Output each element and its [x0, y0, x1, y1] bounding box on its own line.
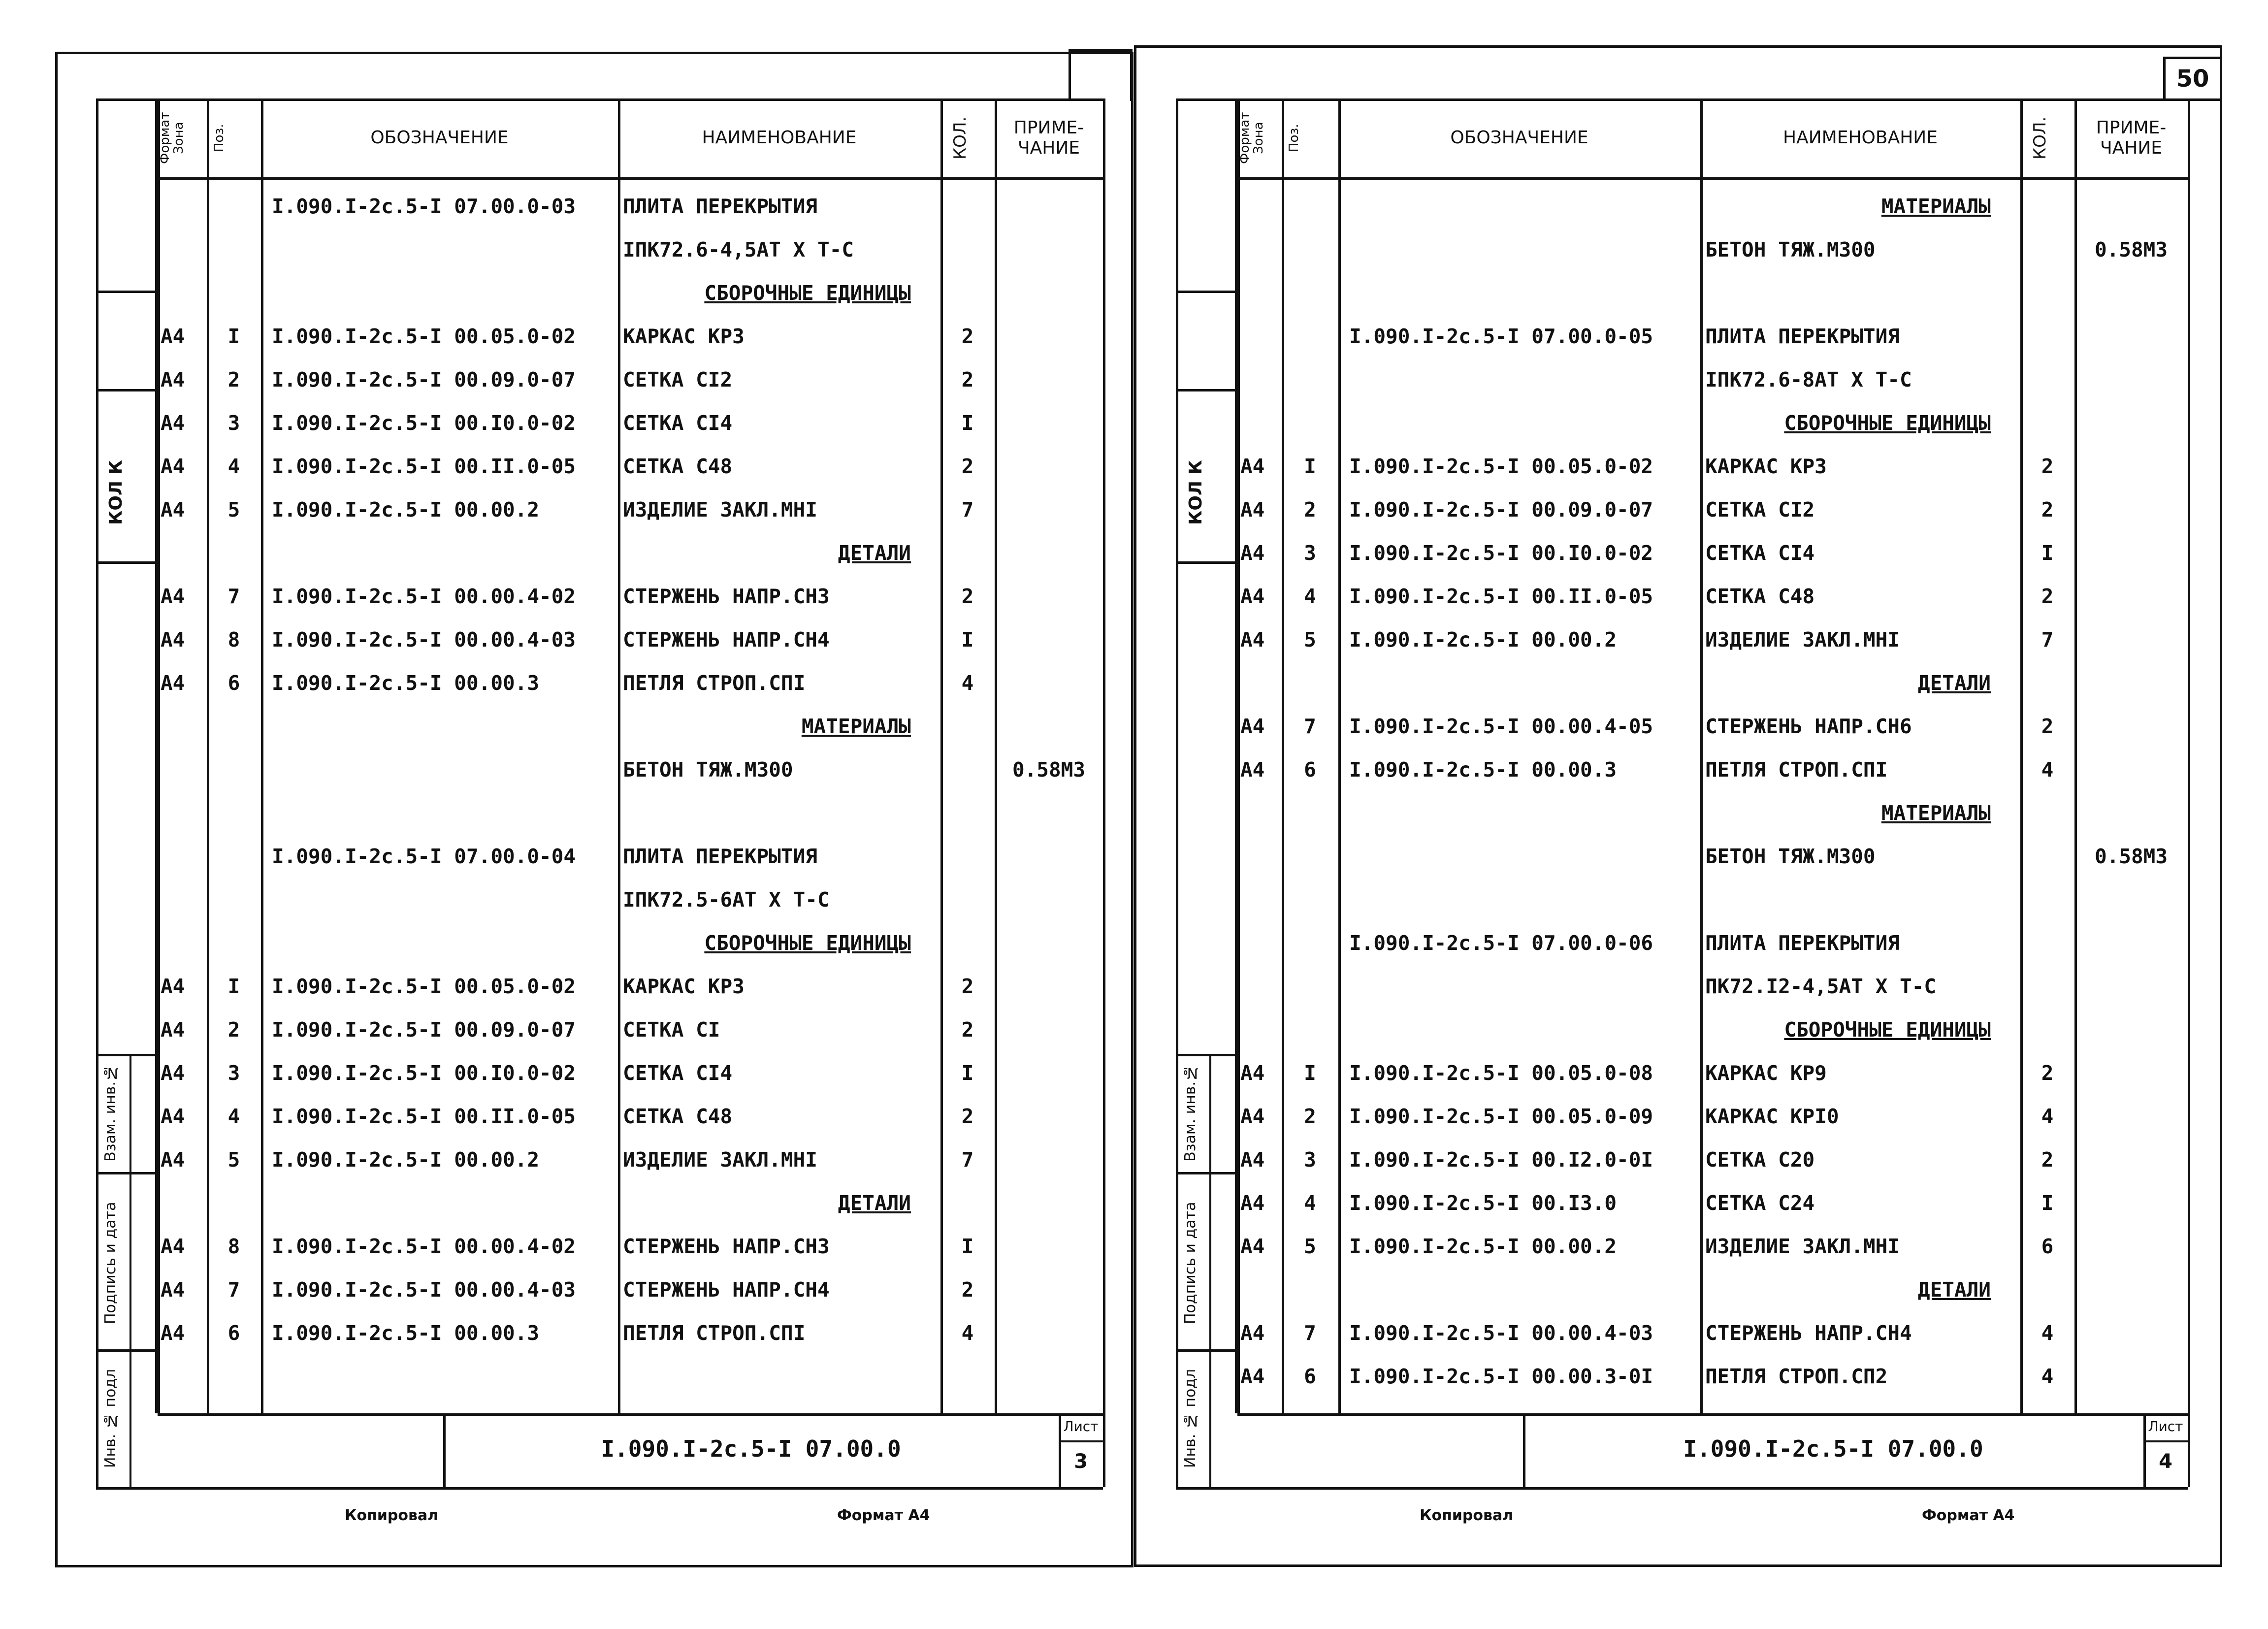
header-designation: ОБОЗНАЧЕНИЕ — [1450, 128, 1588, 148]
row-pos: I — [1304, 1061, 1316, 1085]
row-pos: I — [227, 325, 240, 348]
row-name: СЕТКА СI2 — [1705, 498, 1815, 521]
row-pos: 5 — [1304, 1235, 1316, 1258]
row-name: КАРКАС КРI0 — [1705, 1105, 1839, 1128]
row-pos: 6 — [227, 1321, 240, 1345]
header-qty: КОЛ. — [950, 116, 970, 160]
row-name: КАРКАС КР3 — [623, 325, 745, 348]
row-name: ПЕТЛЯ СТРОП.СПI — [1705, 758, 1888, 782]
row-designation: I.090.I-2c.5-I 00.I0.0-02 — [1349, 541, 1653, 565]
row-pos: 4 — [227, 455, 240, 478]
label-inv-podl: Инв. № подл — [1182, 1368, 1199, 1468]
row-name: БЕТОН ТЯЖ.М300 — [1705, 238, 1876, 261]
section-heading: МАТЕРИАЛЫ — [801, 715, 911, 738]
row-designation: I.090.I-2c.5-I 00.00.4-03 — [272, 628, 576, 652]
header-zone: Зона — [1251, 122, 1266, 154]
column-line — [1282, 98, 1284, 1413]
doc-number: I.090.I-2c.5-I 07.00.0 — [1683, 1435, 1983, 1462]
row-designation: I.090.I-2c.5-I 00.00.3 — [272, 1321, 540, 1345]
row-designation: I.090.I-2c.5-I 00.00.2 — [272, 498, 540, 521]
header-name: НАИМЕНОВАНИЕ — [702, 128, 857, 148]
row-format: А4 — [161, 1061, 185, 1085]
row-pos: 7 — [227, 1278, 240, 1302]
row-pos: I — [227, 975, 240, 998]
label-inv-vzam: Взам. инв.№ — [102, 1064, 119, 1162]
row-name: ПЛИТА ПЕРЕКРЫТИЯ — [1705, 325, 1900, 348]
title-block-bottom-line — [1176, 1487, 2188, 1490]
row-qty: 4 — [2041, 1105, 2054, 1128]
row-name: СТЕРЖЕНЬ НАПР.СН3 — [623, 585, 830, 608]
side-strip-inner-line — [1209, 1054, 1211, 1487]
header-note: ПРИМЕ- ЧАНИЕ — [2096, 117, 2167, 158]
row-format: А4 — [1240, 1321, 1265, 1345]
row-format: А4 — [161, 1235, 185, 1258]
row-qty: 4 — [961, 1321, 974, 1345]
row-name: СЕТКА С24 — [1705, 1191, 1815, 1215]
row-designation: I.090.I-2c.5-I 00.00.4-02 — [272, 1235, 576, 1258]
row-pos: 6 — [1304, 1365, 1316, 1388]
row-designation: I.090.I-2c.5-I 00.I2.0-0I — [1349, 1148, 1653, 1172]
right-table-line — [2188, 98, 2190, 1487]
column-line — [261, 98, 263, 1413]
row-qty: I — [2041, 1191, 2054, 1215]
side-strip-line — [1176, 1054, 1237, 1056]
row-name: БЕТОН ТЯЖ.М300 — [1705, 845, 1876, 868]
row-name: IПК72.6-8АТ Х Т-С — [1705, 368, 1912, 391]
row-format: А4 — [161, 1321, 185, 1345]
row-pos: 2 — [227, 368, 240, 391]
section-heading: СБОРОЧНЫЕ ЕДИНИЦЫ — [1784, 1018, 1991, 1042]
sheet-label: Лист — [2148, 1418, 2183, 1434]
row-designation: I.090.I-2c.5-I 00.00.3-0I — [1349, 1365, 1653, 1388]
row-name: СЕТКА СI4 — [623, 411, 733, 435]
row-format: А4 — [1240, 585, 1265, 608]
row-pos: 3 — [227, 1061, 240, 1085]
row-qty: 2 — [961, 975, 974, 998]
side-strip-inner-line — [130, 1054, 131, 1487]
row-qty: 2 — [2041, 715, 2054, 738]
row-qty: 2 — [961, 1105, 974, 1128]
row-pos: 2 — [1304, 498, 1316, 521]
right-table-line — [1103, 98, 1105, 1487]
row-pos: 3 — [1304, 1148, 1316, 1172]
row-qty: 2 — [961, 325, 974, 348]
row-designation: I.090.I-2c.5-I 00.05.0-02 — [272, 975, 576, 998]
row-name: ПЛИТА ПЕРЕКРЫТИЯ — [623, 195, 817, 218]
row-qty: 2 — [961, 1018, 974, 1042]
row-name: ПЕТЛЯ СТРОП.СП2 — [1705, 1365, 1888, 1388]
column-line — [2020, 98, 2023, 1413]
row-format: А4 — [161, 1105, 185, 1128]
row-format: А4 — [1240, 1191, 1265, 1215]
row-designation: I.090.I-2c.5-I 07.00.0-06 — [1349, 931, 1653, 955]
row-qty: 2 — [961, 455, 974, 478]
row-format: А4 — [161, 628, 185, 652]
row-format: А4 — [161, 671, 185, 695]
row-qty: 4 — [2041, 1321, 2054, 1345]
row-pos: 8 — [227, 1235, 240, 1258]
row-designation: I.090.I-2c.5-I 00.I0.0-02 — [272, 1061, 576, 1085]
row-designation: I.090.I-2c.5-I 07.00.0-04 — [272, 845, 576, 868]
row-pos: 5 — [227, 498, 240, 521]
row-designation: I.090.I-2c.5-I 00.00.3 — [272, 671, 540, 695]
section-heading: СБОРОЧНЫЕ ЕДИНИЦЫ — [704, 931, 911, 955]
footer-format: Формат А4 — [1922, 1507, 2015, 1524]
column-line — [940, 98, 943, 1413]
row-note: 0.58М3 — [2094, 845, 2168, 868]
row-name: КАРКАС КР3 — [623, 975, 745, 998]
row-format: А4 — [161, 975, 185, 998]
row-format: А4 — [161, 325, 185, 348]
row-qty: 7 — [961, 498, 974, 521]
row-format: А4 — [161, 368, 185, 391]
row-name: СЕТКА С20 — [1705, 1148, 1815, 1172]
row-qty: I — [961, 1061, 974, 1085]
sheet-number: 3 — [1074, 1450, 1088, 1473]
row-pos: 8 — [227, 628, 240, 652]
row-name: СЕТКА СI4 — [1705, 541, 1815, 565]
side-strip-line — [96, 1054, 158, 1056]
row-format: А4 — [161, 498, 185, 521]
row-qty: I — [2041, 541, 2054, 565]
right-sheet — [1134, 0, 2268, 1629]
header-pos: Поз. — [212, 124, 227, 152]
row-name: IПК72.5-6АТ Х Т-С — [623, 888, 830, 912]
row-name: СЕТКА СI — [623, 1018, 720, 1042]
label-inv-vzam: Взам. инв.№ — [1182, 1064, 1199, 1162]
column-line — [207, 98, 209, 1413]
doc-number: I.090.I-2c.5-I 07.00.0 — [601, 1435, 901, 1462]
row-name: КАРКАС КР9 — [1705, 1061, 1827, 1085]
row-format: А4 — [1240, 758, 1265, 782]
header-format: Формат — [158, 112, 172, 164]
row-name: БЕТОН ТЯЖ.М300 — [623, 758, 793, 782]
header-designation: ОБОЗНАЧЕНИЕ — [370, 128, 509, 148]
footer-format: Формат А4 — [837, 1507, 930, 1524]
title-block-top-line — [1237, 1413, 2188, 1416]
header-bottom-line — [1237, 177, 2188, 180]
row-pos: 5 — [227, 1148, 240, 1172]
row-note: 0.58М3 — [2094, 238, 2168, 261]
page-number: 50 — [2163, 57, 2222, 101]
label-sign-date: Подпись и дата — [102, 1202, 119, 1325]
row-name: СЕТКА СI4 — [623, 1061, 733, 1085]
row-format: А4 — [1240, 1365, 1265, 1388]
row-format: А4 — [1240, 1105, 1265, 1128]
sheet-label: Лист — [1063, 1418, 1099, 1434]
row-pos: 7 — [227, 585, 240, 608]
row-name: СЕТКА С48 — [1705, 585, 1815, 608]
row-format: А4 — [1240, 1148, 1265, 1172]
row-designation: I.090.I-2c.5-I 00.05.0-02 — [272, 325, 576, 348]
side-strip-line — [1176, 291, 1237, 293]
row-name: ИЗДЕЛИЕ ЗАКЛ.МНI — [1705, 1235, 1900, 1258]
label-inv-podl: Инв. № подл — [102, 1368, 119, 1468]
row-name: ИЗДЕЛИЕ ЗАКЛ.МНI — [1705, 628, 1900, 652]
row-format: А4 — [1240, 1235, 1265, 1258]
row-pos: 6 — [1304, 758, 1316, 782]
row-pos: 4 — [227, 1105, 240, 1128]
row-pos: 7 — [1304, 715, 1316, 738]
column-line — [1235, 98, 1237, 1413]
side-strip-line — [96, 389, 158, 391]
header-bottom-line — [158, 177, 1103, 180]
header-qty: КОЛ. — [2030, 116, 2050, 160]
row-format: А4 — [161, 411, 185, 435]
label-sign-date: Подпись и дата — [1182, 1202, 1199, 1325]
row-pos: 3 — [227, 411, 240, 435]
row-designation: I.090.I-2c.5-I 00.I3.0 — [1349, 1191, 1617, 1215]
row-name: ПЛИТА ПЕРЕКРЫТИЯ — [1705, 931, 1900, 955]
row-name: КАРКАС КР3 — [1705, 455, 1827, 478]
row-pos: 2 — [227, 1018, 240, 1042]
row-designation: I.090.I-2c.5-I 00.00.3 — [1349, 758, 1617, 782]
row-format: А4 — [161, 1278, 185, 1302]
row-qty: 7 — [2041, 628, 2054, 652]
row-qty: 2 — [2041, 585, 2054, 608]
header-note: ПРИМЕ- ЧАНИЕ — [1013, 117, 1084, 158]
side-strip-line — [1176, 1349, 1237, 1352]
row-designation: I.090.I-2c.5-I 00.00.2 — [1349, 628, 1617, 652]
row-qty: 2 — [961, 1278, 974, 1302]
row-designation: I.090.I-2c.5-I 00.00.2 — [272, 1148, 540, 1172]
row-designation: I.090.I-2c.5-I 00.II.0-05 — [272, 1105, 576, 1128]
section-heading: СБОРОЧНЫЕ ЕДИНИЦЫ — [1784, 411, 1991, 435]
title-block-top-line — [158, 1413, 1103, 1416]
row-designation: I.090.I-2c.5-I 00.05.0-09 — [1349, 1105, 1653, 1128]
row-designation: I.090.I-2c.5-I 00.09.0-07 — [1349, 498, 1653, 521]
row-name: СТЕРЖЕНЬ НАПР.СН4 — [623, 628, 830, 652]
row-designation: I.090.I-2c.5-I 00.05.0-02 — [1349, 455, 1653, 478]
sheet-number: 4 — [2159, 1450, 2172, 1473]
row-qty: 4 — [2041, 758, 2054, 782]
left-sheet-corner-box — [1069, 49, 1133, 101]
row-note: 0.58М3 — [1012, 758, 1086, 782]
header-name: НАИМЕНОВАНИЕ — [1783, 128, 1938, 148]
row-designation: I.090.I-2c.5-I 00.I0.0-02 — [272, 411, 576, 435]
left-strip-line — [96, 98, 98, 1487]
row-qty: 2 — [961, 585, 974, 608]
row-format: А4 — [1240, 541, 1265, 565]
row-designation: I.090.I-2c.5-I 00.05.0-08 — [1349, 1061, 1653, 1085]
section-heading: СБОРОЧНЫЕ ЕДИНИЦЫ — [704, 281, 911, 305]
row-qty: I — [961, 628, 974, 652]
row-designation: I.090.I-2c.5-I 00.00.4-05 — [1349, 715, 1653, 738]
row-format: А4 — [161, 1018, 185, 1042]
row-name: СТЕРЖЕНЬ НАПР.СН4 — [1705, 1321, 1912, 1345]
column-line — [158, 98, 160, 1413]
column-line — [1338, 98, 1341, 1413]
row-format: А4 — [1240, 1061, 1265, 1085]
header-zone: Зона — [171, 122, 186, 154]
row-designation: I.090.I-2c.5-I 07.00.0-05 — [1349, 325, 1653, 348]
side-strip-line — [96, 561, 158, 564]
row-designation: I.090.I-2c.5-I 00.II.0-05 — [1349, 585, 1653, 608]
row-qty: 2 — [2041, 1148, 2054, 1172]
row-name: СТЕРЖЕНЬ НАПР.СН6 — [1705, 715, 1912, 738]
row-name: СЕТКА СI2 — [623, 368, 733, 391]
section-heading: ДЕТАЛИ — [838, 541, 911, 565]
row-format: А4 — [161, 1148, 185, 1172]
row-name: ПК72.I2-4,5АТ Х Т-С — [1705, 975, 1936, 998]
row-format: А4 — [1240, 455, 1265, 478]
column-line — [2074, 98, 2077, 1413]
row-qty: 4 — [2041, 1365, 2054, 1388]
row-format: А4 — [161, 585, 185, 608]
row-qty: 2 — [961, 368, 974, 391]
section-heading: ДЕТАЛИ — [1917, 671, 1991, 695]
column-line — [1237, 98, 1240, 1413]
row-qty: I — [961, 1235, 974, 1258]
row-name: ПЕТЛЯ СТРОП.СПI — [623, 671, 806, 695]
side-strip-line — [1176, 1172, 1237, 1174]
row-qty: 2 — [2041, 498, 2054, 521]
row-name: IПК72.6-4,5АТ Х Т-С — [623, 238, 854, 261]
side-strip-line — [96, 1349, 158, 1352]
row-qty: 4 — [961, 671, 974, 695]
title-block-bottom-line — [96, 1487, 1103, 1490]
row-pos: 5 — [1304, 628, 1316, 652]
section-heading: МАТЕРИАЛЫ — [1881, 195, 1991, 218]
section-heading: МАТЕРИАЛЫ — [1881, 801, 1991, 825]
side-strip-line — [1176, 389, 1237, 391]
row-pos: 4 — [1304, 585, 1316, 608]
footer-copied: Копировал — [1420, 1507, 1514, 1524]
row-format: А4 — [1240, 628, 1265, 652]
kolk-stamp: КОЛ К — [106, 460, 126, 525]
row-name: ИЗДЕЛИЕ ЗАКЛ.МНI — [623, 1148, 817, 1172]
title-block-sheet-divider — [2143, 1440, 2188, 1442]
row-designation: I.090.I-2c.5-I 00.00.4-02 — [272, 585, 576, 608]
header-format: Формат — [1237, 112, 1252, 164]
footer-copied: Копировал — [345, 1507, 439, 1524]
row-designation: I.090.I-2c.5-I 00.00.4-03 — [1349, 1321, 1653, 1345]
row-name: СТЕРЖЕНЬ НАПР.СН4 — [623, 1278, 830, 1302]
row-designation: I.090.I-2c.5-I 00.00.4-03 — [272, 1278, 576, 1302]
row-pos: 2 — [1304, 1105, 1316, 1128]
row-pos: 3 — [1304, 541, 1316, 565]
row-designation: I.090.I-2c.5-I 00.00.2 — [1349, 1235, 1617, 1258]
row-qty: I — [961, 411, 974, 435]
row-designation: I.090.I-2c.5-I 07.00.0-03 — [272, 195, 576, 218]
column-line — [155, 98, 158, 1413]
kolk-stamp: КОЛ К — [1186, 460, 1206, 525]
row-designation: I.090.I-2c.5-I 00.09.0-07 — [272, 1018, 576, 1042]
row-qty: 2 — [2041, 1061, 2054, 1085]
section-heading: ДЕТАЛИ — [1917, 1278, 1991, 1302]
row-pos: 4 — [1304, 1191, 1316, 1215]
section-heading: ДЕТАЛИ — [838, 1191, 911, 1215]
side-strip-line — [96, 1172, 158, 1174]
row-designation: I.090.I-2c.5-I 00.09.0-07 — [272, 368, 576, 391]
column-line — [995, 98, 997, 1413]
side-strip-line — [1176, 561, 1237, 564]
row-qty: 2 — [2041, 455, 2054, 478]
row-pos: 6 — [227, 671, 240, 695]
row-designation: I.090.I-2c.5-I 00.II.0-05 — [272, 455, 576, 478]
row-name: СЕТКА С48 — [623, 1105, 733, 1128]
row-pos: 7 — [1304, 1321, 1316, 1345]
row-format: А4 — [1240, 498, 1265, 521]
row-pos: I — [1304, 455, 1316, 478]
row-qty: 6 — [2041, 1235, 2054, 1258]
row-format: А4 — [1240, 715, 1265, 738]
row-name: СТЕРЖЕНЬ НАПР.СН3 — [623, 1235, 830, 1258]
side-strip-line — [96, 291, 158, 293]
row-qty: 7 — [961, 1148, 974, 1172]
row-name: ПЕТЛЯ СТРОП.СПI — [623, 1321, 806, 1345]
row-name: ПЛИТА ПЕРЕКРЫТИЯ — [623, 845, 817, 868]
header-pos: Поз. — [1287, 124, 1301, 152]
left-strip-line — [1176, 98, 1178, 1487]
row-format: А4 — [161, 455, 185, 478]
title-block-sheet-divider — [1059, 1440, 1103, 1442]
column-line — [1700, 98, 1703, 1413]
row-name: СЕТКА С48 — [623, 455, 733, 478]
row-name: ИЗДЕЛИЕ ЗАКЛ.МНI — [623, 498, 817, 521]
